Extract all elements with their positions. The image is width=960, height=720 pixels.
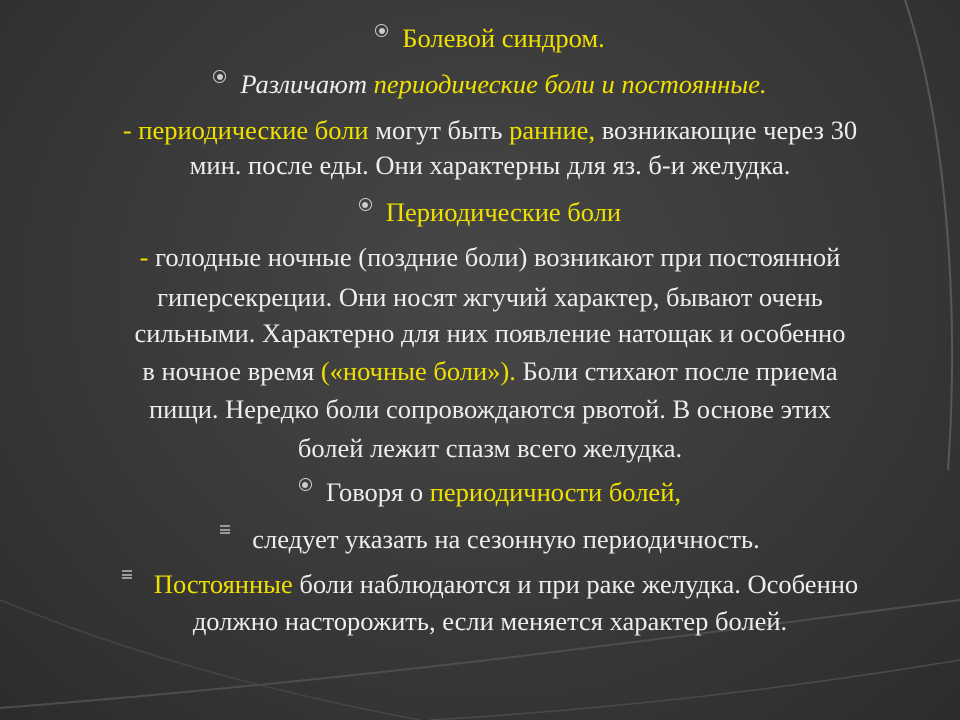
bullet-item-periodic-pain <box>40 195 940 231</box>
circle-bullet-icon <box>213 70 226 83</box>
paragraph-line: болей лежит спазм всего желудка. <box>297 433 683 463</box>
circle-bullet-icon <box>375 24 388 37</box>
paragraph-text: могут быть <box>368 115 510 145</box>
paragraph-night-pain-line <box>40 354 940 390</box>
paragraph-line: сильными. Характерно для них появление натощак и особенно <box>134 318 846 348</box>
paragraph-hunger-pain-line <box>40 240 940 276</box>
lines-bullet-icon <box>220 525 230 534</box>
highlight-periodicity: периодичности болей, <box>429 477 682 507</box>
item-lead-text: Говоря о <box>325 477 430 507</box>
bullet-item-pain-syndrome <box>40 21 940 57</box>
item-lead-text: Различают <box>240 69 374 99</box>
highlight-constant: Постоянные <box>153 569 293 599</box>
paragraph-line: мин. после еды. Они характерны для яз. б-и желудка. <box>189 150 791 180</box>
item-highlight-text: периодические боли и постоянные. <box>373 69 767 99</box>
dash-marker: - <box>122 115 139 145</box>
sub-bullet-text: боли наблюдаются и при раке желудка. Особенно <box>292 569 859 599</box>
heading-periodic-pain: Периодические боли <box>385 197 622 227</box>
paragraph-text: возникающие через 30 <box>595 115 858 145</box>
highlight-early: ранние, <box>509 115 596 145</box>
circle-bullet-icon <box>299 478 312 491</box>
dash-marker: - <box>139 242 156 272</box>
circle-bullet-icon <box>359 198 372 211</box>
sub-bullet-seasonal <box>40 522 940 558</box>
paragraph-text: Боли стихают после приема <box>515 356 838 386</box>
heading-pain-syndrome: Болевой синдром. <box>402 23 605 53</box>
paragraph-line: гиперсекреции. Они носят жгучий характер, бывают очень <box>157 282 823 312</box>
bullet-item-periodicity <box>40 475 940 511</box>
sub-bullet-text: следует указать на сезонную периодичность. <box>252 524 760 554</box>
highlight-periodic-pain: периодические боли <box>138 115 369 145</box>
paragraph-periodic-early <box>40 113 940 149</box>
sub-bullet-constant-pain <box>40 567 940 603</box>
paragraph-line: должно насторожить, если меняется характер болей. <box>192 606 788 636</box>
paragraph-line: пищи. Нередко боли сопровождаются рвотой. В основе этих <box>148 394 832 424</box>
paragraph-text: в ночное время <box>142 356 321 386</box>
lines-bullet-icon <box>122 570 132 579</box>
paragraph-text: голодные ночные (поздние боли) возникают при постоянной <box>155 242 841 272</box>
bullet-item-distinguish <box>40 67 940 103</box>
highlight-night-pain: («ночные боли»). <box>320 356 516 386</box>
